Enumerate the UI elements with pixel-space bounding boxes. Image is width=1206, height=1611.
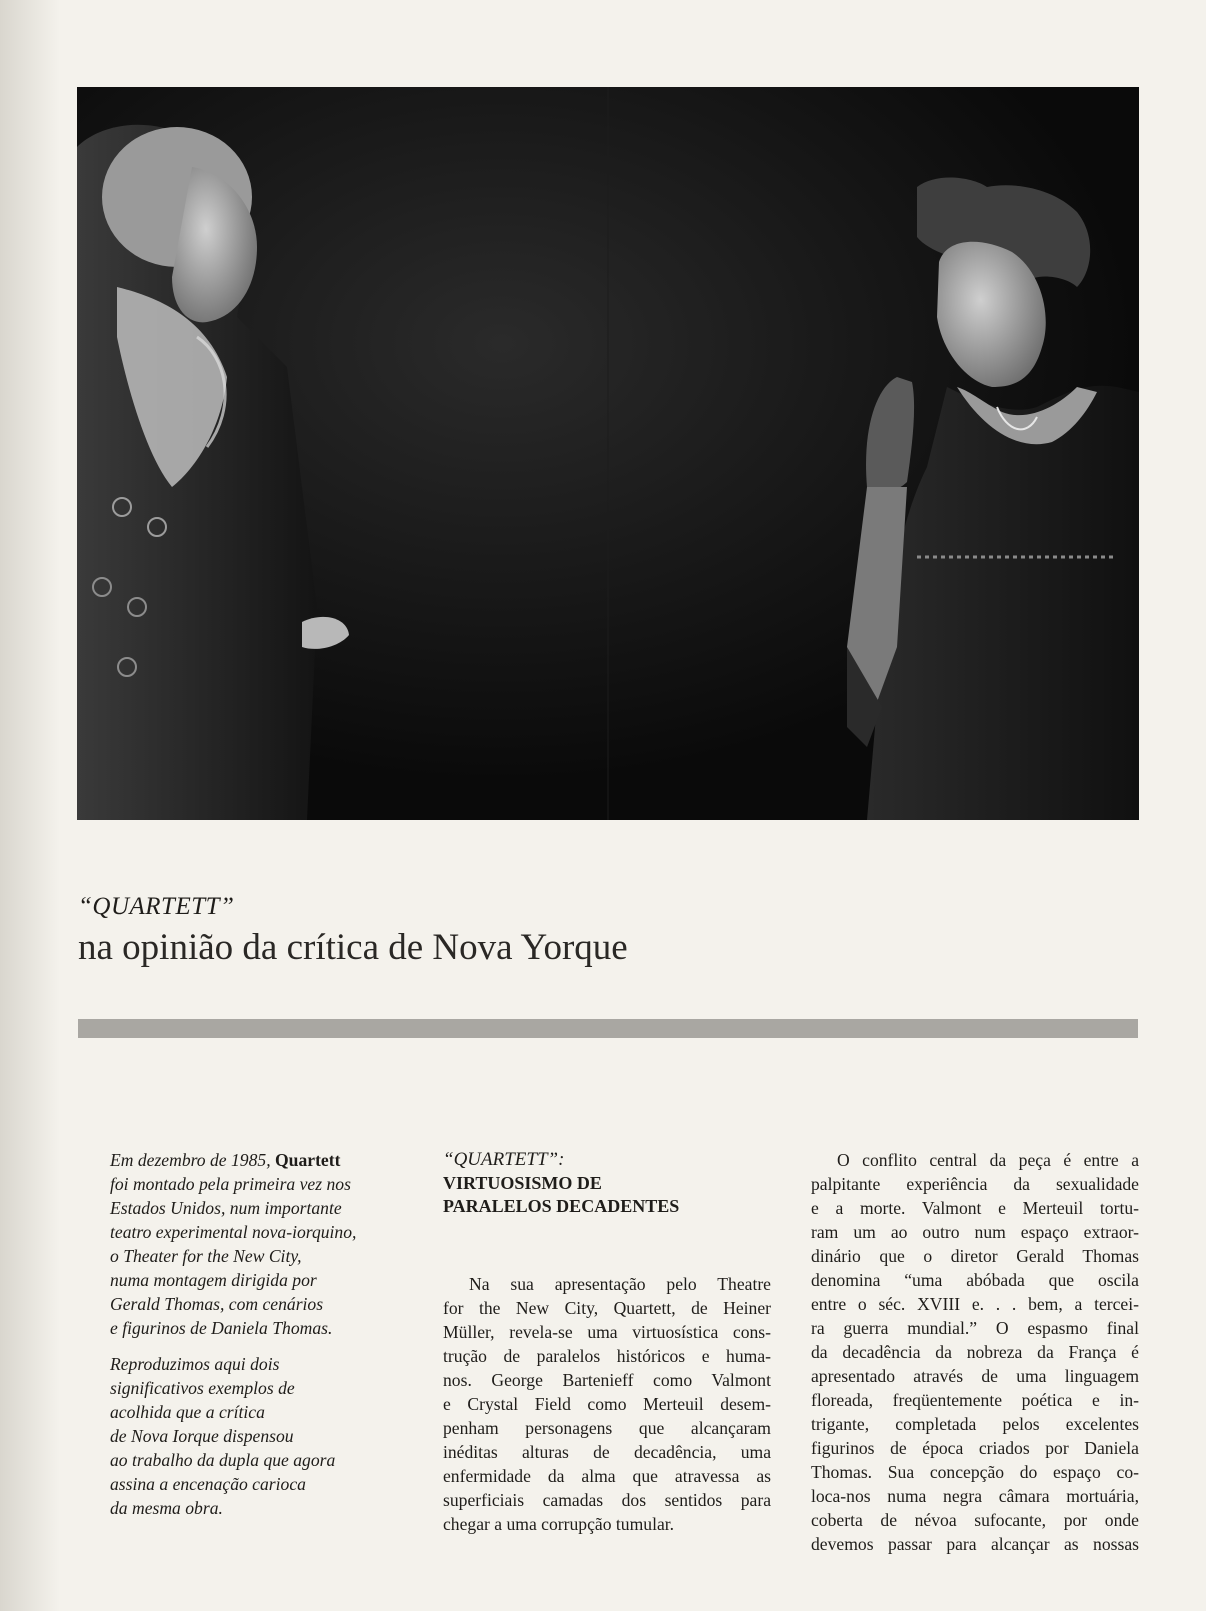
review-text-col2 (443, 1272, 771, 1536)
text-line: trução de paralelos históricos e huma- (443, 1346, 771, 1366)
intro-paragraph-1 (110, 1148, 410, 1340)
text-line: Thomas. Sua concepção do espaço co- (811, 1462, 1139, 1482)
text-line: Müller, revela-se uma virtuosística cons- (443, 1322, 771, 1342)
text-line: penham personagens que alcançaram (443, 1418, 771, 1438)
text-line: loca-nos numa negra câmara mortuária, (811, 1486, 1139, 1506)
text-line: superficiais camadas dos sentidos para (443, 1490, 771, 1510)
section-divider-bar (78, 1019, 1138, 1038)
review-column-2 (811, 1148, 1139, 1556)
stage-photo-illustration (77, 87, 1139, 820)
text-line: devemos passar para alcançar as nossas (811, 1534, 1139, 1554)
text-line: trigante, completada pelos excelentes (811, 1414, 1139, 1434)
intro-play-title: Quartett (275, 1150, 341, 1170)
intro-paragraph-2: Reproduzimos aqui dois significativos exemplos de acolhida que a crítica de Nova Iorque dispensou ao trabalho da dupla que agora assina a encenação carioca da mesma obra. (110, 1354, 336, 1518)
text-line: inéditas alturas de decadência, uma (443, 1442, 771, 1462)
review-kicker: “QUARTETT”: (443, 1149, 565, 1170)
page-gutter-shadow (0, 0, 60, 1611)
text-line: e a morte. Valmont e Merteuil tortu- (811, 1198, 1139, 1218)
text-line: apresentado através de uma linguagem (811, 1366, 1139, 1386)
text-line: palpitante experiência da sexualidade (811, 1174, 1139, 1194)
text-line: for the New City, Quartett, de Heiner (443, 1298, 771, 1318)
text-line: O conflito central da peça é entre a (837, 1150, 1139, 1170)
article-kicker: “QUARTETT” (78, 893, 235, 920)
text-line: enfermidade da alma que atravessa as (443, 1466, 771, 1486)
stage-photo (77, 87, 1139, 820)
text-line: floreada, freqüentemente poética e in- (811, 1390, 1139, 1410)
text-line: chegar a uma corrupção tumular. (443, 1514, 675, 1534)
review-column-1 (443, 1148, 771, 1536)
text-line: coberta de névoa sufocante, por onde (811, 1510, 1139, 1530)
text-line: ra guerra mundial.” O espasmo final (811, 1318, 1139, 1338)
intro-rest: foi montado pela primeira vez nos Estados Unidos, num importante teatro experimental nova-iorquino, o Theater for the New City, numa montagem dirigida por Gerald Thomas, com cenários e figurinos de Daniela Thomas. (110, 1174, 357, 1338)
text-line: nos. George Bartenieff como Valmont (443, 1370, 771, 1390)
text-line: denomina “uma abóbada que oscila (811, 1270, 1139, 1290)
intro-lead: Em dezembro de 1985, (110, 1150, 275, 1170)
text-line: dinário que o diretor Gerald Thomas (811, 1246, 1139, 1266)
text-line: da decadência da nobreza da França é (811, 1342, 1139, 1362)
text-line: figurinos de época criados por Daniela (811, 1438, 1139, 1458)
review-title: VIRTUOSISMO DE PARALELOS DECADENTES (443, 1173, 680, 1216)
article-headline: na opinião da crítica de Nova Yorque (78, 927, 628, 968)
text-line: e Crystal Field como Merteuil desem- (443, 1394, 771, 1414)
text-line: ram um ao outro num espaço extraor- (811, 1222, 1139, 1242)
intro-column (110, 1148, 410, 1532)
text-line: entre o séc. XVIII e. . . bem, a tercei- (811, 1294, 1139, 1314)
text-line: Na sua apresentação pelo Theatre (469, 1274, 771, 1294)
